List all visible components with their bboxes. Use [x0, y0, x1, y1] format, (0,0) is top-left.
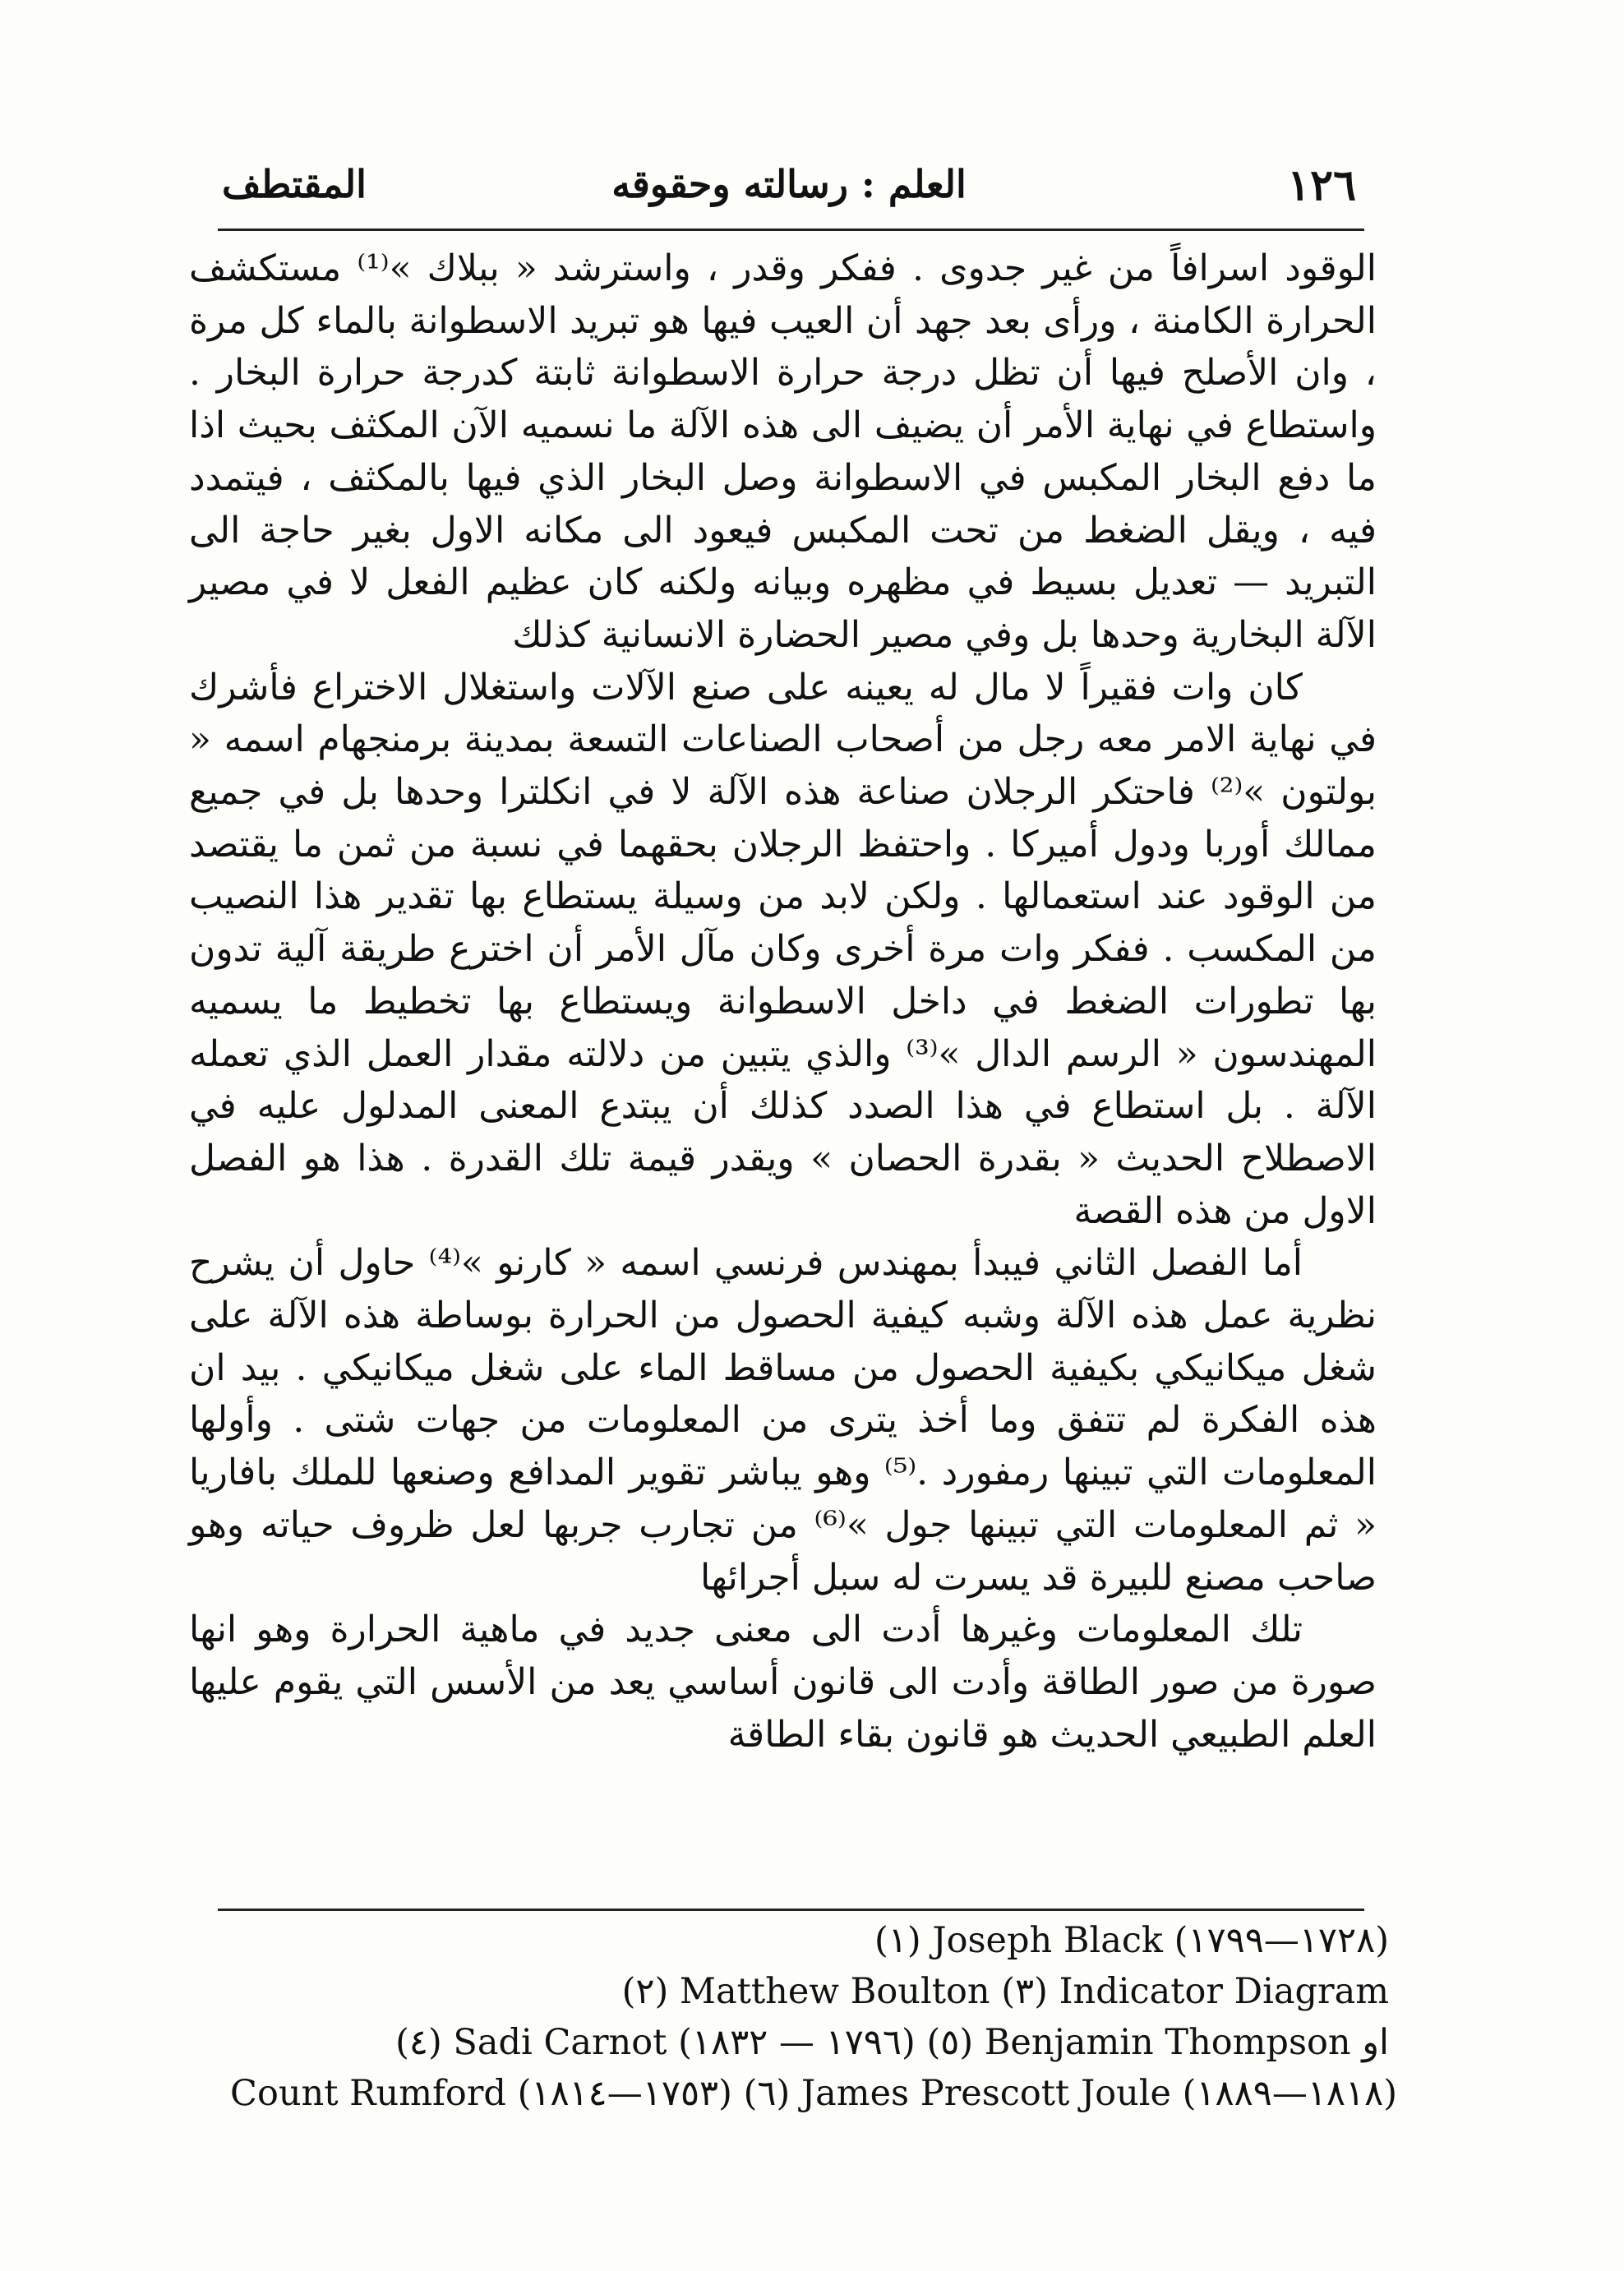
paragraph: الوقود اسرافاً من غير جدوى . ففكر وقدر ، واسترشد « ببلاك »⁽¹⁾ مستكشف الحرارة الكامنة ، ورأى بعد جهد أن العيب فيها هو تبريد الاسطوانة بالماء كل مرة ، وان الأصلح فيها أن تظل درجة حرارة الاسطوانة ثابتة كدرجة حرارة البخار . واستطاع في نهاية الأمر أن يضيف الى هذه الآلة ما نسميه الآن المكثف بحيث اذا ما دفع البخار المكبس في الاسطوانة وصل البخار الذي فيها بالمكثف ، فيتمدد فيه ، ويقل الضغط من تحت المكبس فيعود الى مكانه الاول بغير حاجة الى التبريد — تعديل بسيط في مظهره وبيانه ولكنه كان عظيم الفعل لا في مصير الآلة البخارية وحدها بل وفي مصير الحضارة الانسانية كذلك: [189, 247, 1377, 656]
footnote-line: Count Rumford (١٧٥٣—١٨١٤) (٦) James Prescott Joule (١٨١٨—١٨٨٩): [230, 2073, 1397, 2114]
header-divider: [218, 228, 1364, 231]
page-number: ١٢٦: [1287, 160, 1356, 210]
footnote-divider: [218, 1909, 1364, 1911]
paragraph: أما الفصل الثاني فيبدأ بمهندس فرنسي اسمه « كارنو »⁽⁴⁾ حاول أن يشرح نظرية عمل هذه الآلة وشبه كيفية الحصول من الحرارة بوساطة هذه الآلة على شغل ميكانيكي بكيفية الحصول من مساقط الماء على شغل ميكانيكي . بيد ان هذه الفكرة لم تتفق وما أخذ يترى من المعلومات من جهات شتى . وأولها المعلومات التي تبينها رمفورد .⁽⁵⁾ وهو يباشر تقوير المدافع وصنعها للملك بافاريا « ثم المعلومات التي تبينها جول »⁽⁶⁾ من تجارب جربها لعل ظروف حياته وهو صاحب مصنع للبيرة قد يسرت له سبل أجرائها: [189, 1242, 1377, 1599]
running-title: العلم : رسالته وحقوقه: [611, 162, 967, 206]
paragraph: تلك المعلومات وغيرها أدت الى معنى جديد في ماهية الحرارة وهو انها صورة من صور الطاقة وأدت الى قانون أساسي يعد من الأسس التي يقوم عليها العلم الطبيعي الحديث هو قانون بقاء الطاقة: [189, 1609, 1377, 1756]
footnote-line: (١) Joseph Black (١٧٢٨—١٧٩٩): [874, 1920, 1389, 1961]
journal-name: المقتطف: [222, 162, 367, 206]
footnote-line: (٤) Sadi Carnot (١٧٩٦ — ١٨٣٢) (٥) Benjamin Thompson او: [395, 2022, 1389, 2063]
footnotes: [189, 1915, 1397, 2119]
page-header: [222, 160, 1356, 218]
paragraph: كان وات فقيراً لا مال له يعينه على صنع الآلات واستغلال الاختراع فأشرك في نهاية الامر معه رجل من أصحاب الصناعات التسعة بمدينة برمنجهام اسمه « بولتون »⁽²⁾ فاحتكر الرجلان صناعة هذه الآلة لا في انكلترا وحدها بل في جميع ممالك أوربا ودول أميركا . واحتفظ الرجلان بحقهما في نسبة من ثمن ما يقتصد من الوقود عند استعمالها . ولكن لابد من وسيلة يستطاع بها تقدير هذا النصيب من المكسب . ففكر وات مرة أخرى وكان مآل الأمر أن اخترع طريقة آلية تدون بها تطورات الضغط في داخل الاسطوانة ويستطاع بها تخطيط ما يسميه المهندسون « الرسم الدال »⁽³⁾ والذي يتبين من دلالته مقدار العمل الذي تعمله الآلة . بل استطاع في هذا الصدد كذلك أن يبتدع المعنى المدلول عليه في الاصطلاح الحديث « بقدرة الحصان » ويقدر قيمة تلك القدرة . هذا هو الفصل الاول من هذه القصة: [189, 666, 1377, 1232]
footnote-line: (٢) Matthew Boulton (٣) Indicator Diagram: [621, 1971, 1389, 2012]
article-body: [189, 242, 1377, 1761]
